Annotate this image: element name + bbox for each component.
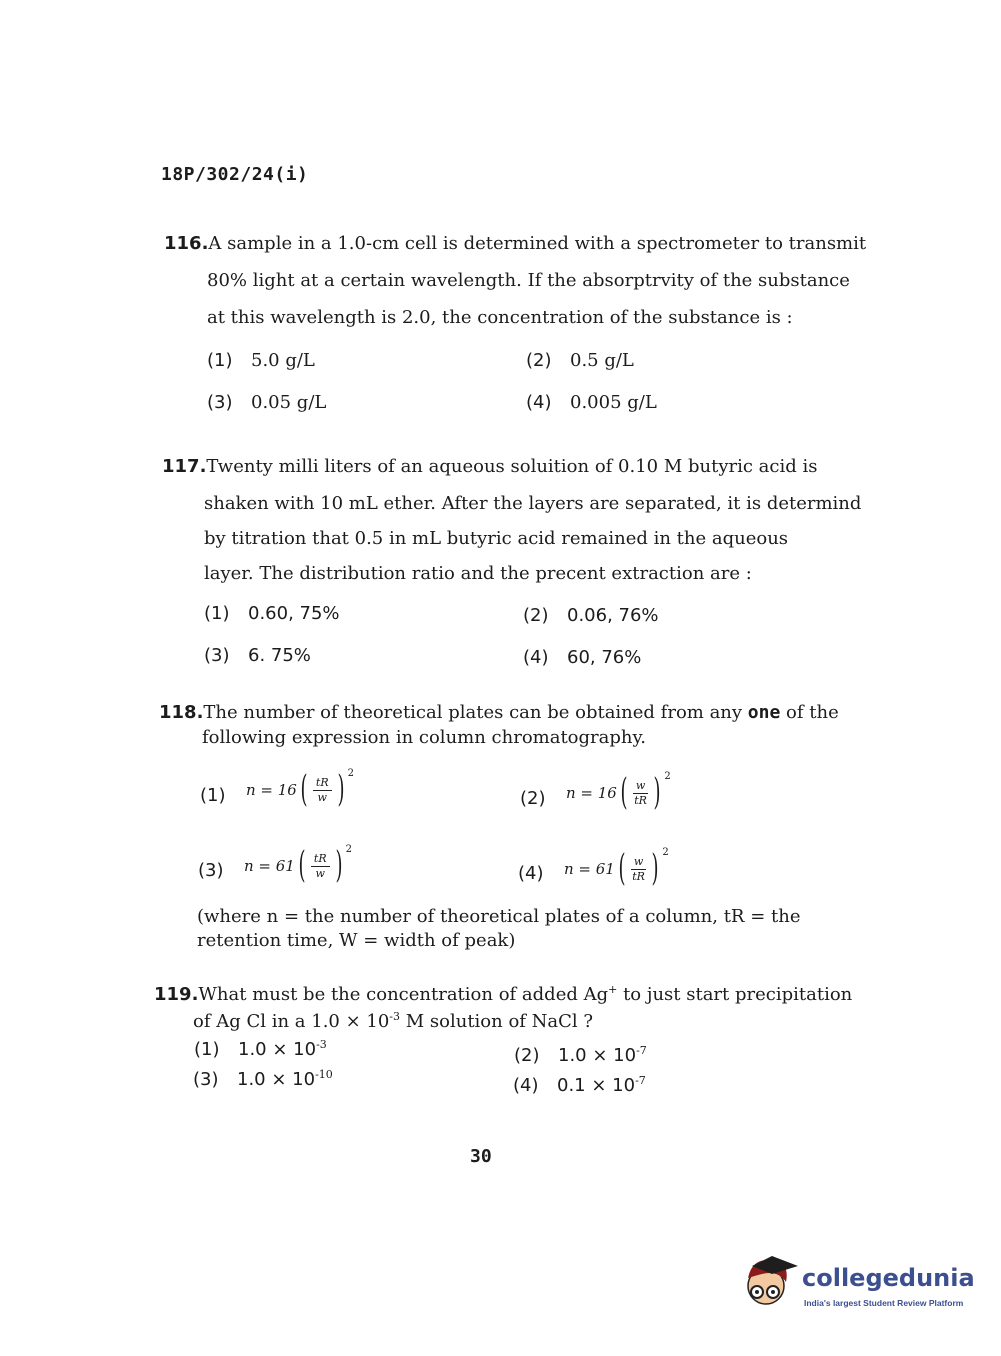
q117-number: 117.	[162, 456, 207, 477]
collegedunia-logo[interactable]	[742, 1252, 975, 1322]
paper-code: 18P/302/24(i)	[161, 164, 309, 185]
q118-formula-4: n = 61 ( $\frac{w}{tR}$ ) 2	[564, 847, 669, 889]
q117-line2: shaken with 10 mL ether. After the layers are separated, it is determind	[204, 493, 862, 514]
q119-number: 119.	[154, 984, 199, 1005]
q119-line1: 119.What must be the concentration of added Ag+ to just start precipitation	[154, 983, 853, 1005]
q118-formula-2: n = 16 ( $\frac{w}{tR}$ ) 2	[566, 771, 671, 813]
q119-option-2: (2) $1.0 \times 10^{-7}$	[514, 1044, 647, 1066]
q119-option-3: (3) $1.0 \times 10^{-10}$	[193, 1068, 333, 1090]
q118-note-line2: retention time, W = width of peak)	[197, 930, 516, 951]
logo-wordmark: collegedunia	[802, 1264, 975, 1292]
q118-formula-1: n = 16 ( $\frac{tR}{w}$ ) 2	[246, 768, 355, 810]
mascot-icon	[742, 1252, 800, 1314]
q119-option-4: (4) $0.1 \times 10^{-7}$	[513, 1074, 646, 1096]
q118-note-line1: (where n = the number of theoretical plates of a column, tR = the	[197, 906, 801, 927]
logo-tagline: India's largest Student Review Platform	[804, 1298, 964, 1308]
q117-line1: 117.Twenty milli liters of an aqueous soluition of 0.10 M butyric acid is	[162, 456, 818, 477]
q117-option-1: (1) 0.60, 75%	[204, 603, 340, 624]
q118-formula-3: n = 61 ( $\frac{tR}{w}$ ) 2	[244, 844, 353, 886]
q118-option-4-label: (4)	[518, 863, 544, 884]
q118-number: 118.	[159, 702, 204, 723]
q118-line1: 118.The number of theoretical plates can be obtained from any one of the	[159, 702, 839, 723]
q116-line3: at this wavelength is 2.0, the concentration of the substance is :	[207, 307, 793, 328]
q117-line3: by titration that 0.5 in mL butyric acid remained in the aqueous	[204, 528, 789, 549]
page-number: 30	[470, 1146, 492, 1167]
q117-line4: layer. The distribution ratio and the precent extraction are :	[204, 563, 752, 584]
q118-option-2-label: (2)	[520, 788, 546, 809]
q116-option-2: (2) 0.5 g/L	[526, 350, 634, 371]
q117-option-3: (3) 6. 75%	[204, 645, 311, 666]
q118-option-3-label: (3)	[198, 860, 224, 881]
q118-line2: following expression in column chromatography.	[202, 727, 646, 748]
q116-line2: 80% light at a certain wavelength. If the absorptrvity of the substance	[207, 270, 850, 291]
q117-option-4: (4) 60, 76%	[523, 647, 642, 668]
q116-option-3: (3) 0.05 g/L	[207, 392, 327, 413]
q116-line1: 116.A sample in a 1.0-cm cell is determined with a spectrometer to transmit	[164, 233, 867, 254]
q119-option-1: (1) $1.0 \times 10^{-3}$	[194, 1038, 327, 1060]
q119-line2: of Ag Cl in a $1.0 \times 10^{-3}$ M solution of NaCl ?	[193, 1010, 594, 1032]
q116-option-1: (1) 5.0 g/L	[207, 350, 315, 371]
q118-option-1-label: (1)	[200, 785, 226, 806]
q116-number: 116.	[164, 233, 209, 254]
q117-option-2: (2) 0.06, 76%	[523, 605, 659, 626]
q116-option-4: (4) 0.005 g/L	[526, 392, 657, 413]
